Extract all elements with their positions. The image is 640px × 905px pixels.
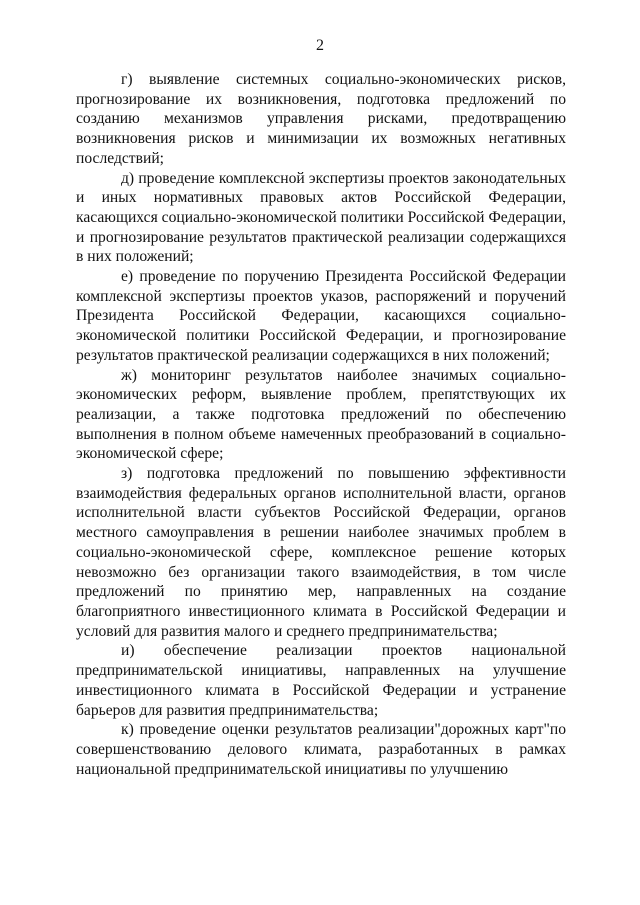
- paragraph-k: к) проведение оценки результатов реализации"дорожных карт"по совершенствованию делового климата, разработанных в рамках национальной предпринимательской инициативы по улучшению: [76, 721, 566, 778]
- document-body: [76, 70, 566, 779]
- paragraph-zh: ж) мониторинг результатов наиболее значимых социально-экономических реформ, выявление проблем, препятствующих их реализации, а также подготовка предложений по обеспечению выполнения в полном объеме намеченных преобразований в социально-экономической сфере;: [76, 366, 566, 463]
- paragraph-e: е) проведение по поручению Президента Российской Федерации комплексной экспертизы проектов указов, распоряжений и поручений Президента Российской Федерации, касающихся социально-экономической политики Российской Федерации, и прогнозирование результатов практической реализации содержащихся в них положений;: [76, 268, 566, 364]
- paragraph-d: д) проведение комплексной экспертизы проектов законодательных и иных нормативных правовых актов Российской Федерации, касающихся социально-экономической политики Российской Федерации, и прогнозирование результатов практической реализации содержащихся в них положений;: [76, 169, 566, 266]
- paragraph-z: з) подготовка предложений по повышению эффективности взаимодействия федеральных органов исполнительной власти, органов исполнительной власти субъектов Российской Федерации, органов местного самоуправления в решении наиболее значимых проблем в социально-экономической сфере, комплексное решение которых невозможно без организации такого взаимодействия, в том числе предложений по принятию мер, направленных на создание благоприятного инвестиционного климата в Российской Федерации и условий для развития малого и среднего предпринимательства;: [76, 465, 566, 640]
- paragraph-i: и) обеспечение реализации проектов национальной предпринимательской инициативы, направленных на улучшение инвестиционного климата в Российской Федерации и устранение барьеров для развития предпринимательства;: [76, 642, 566, 719]
- paragraph-g: г) выявление системных социально-экономических рисков, прогнозирование их возникновения, подготовка предложений по созданию механизмов управления рисками, предотвращению возникновения рисков и минимизации их возможных негативных последствий;: [76, 71, 566, 167]
- page-number: 2: [316, 37, 324, 54]
